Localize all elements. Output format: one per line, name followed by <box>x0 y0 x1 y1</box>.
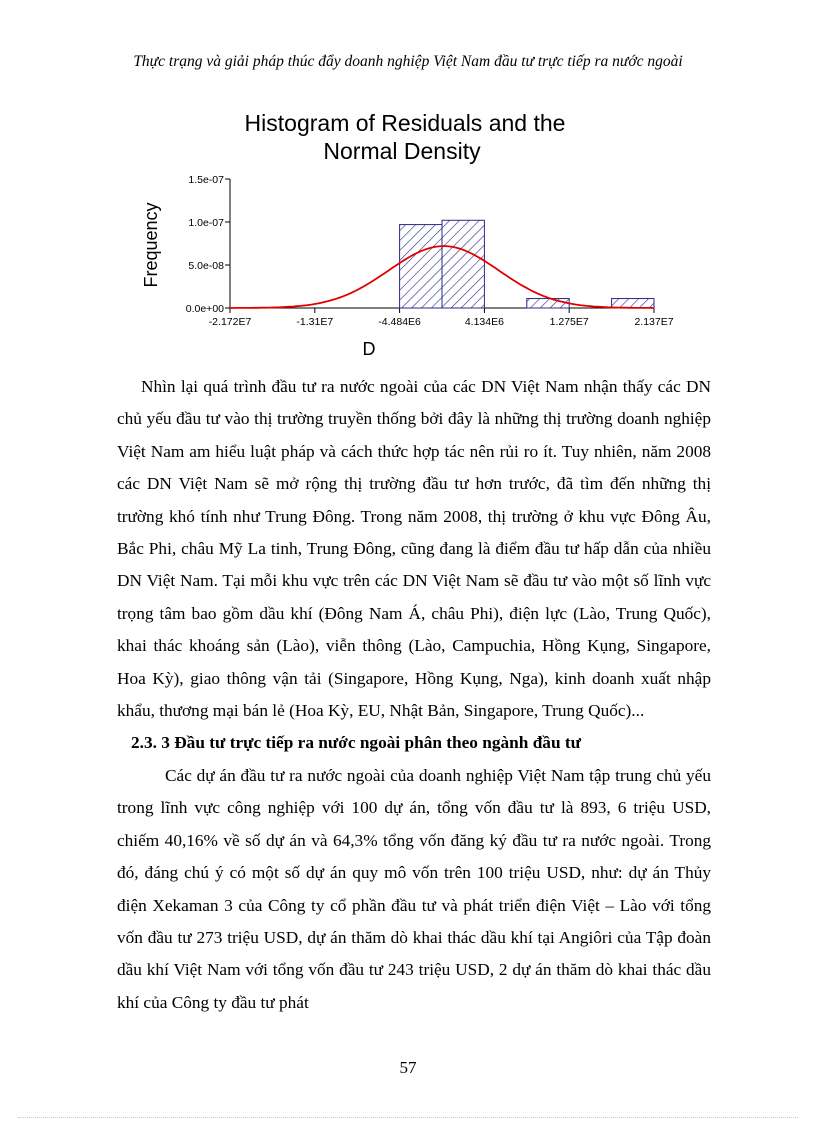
histogram-bar-4 <box>612 299 654 308</box>
page-bottom-rule <box>18 1117 798 1118</box>
y-tick-label-3: 1.5e-07 <box>188 174 224 186</box>
x-tick-label-1: -1.31E7 <box>296 316 334 328</box>
paragraph-industry-investment: Các dự án đầu tư ra nước ngoài của doanh nghiệp Việt Nam tập trung chủ yếu trong lĩnh vực công nghiệp với 100 dự án, tổng vốn đầu tư là 893, 6 triệu USD, chiếm 40,16% về số dự án và 64,3% tổng vốn đăng ký đầu tư ra nước ngoài. Trong đó, đáng chú ý có một số dự án quy mô vốn trên 100 triệu USD, như: dự án Thủy điện Xekaman 3 của Công ty cổ phần đầu tư và phát triển điện Việt – Lào với tổng vốn đầu tư 273 triệu USD, dự án thăm dò khai thác dầu khí tại Angiôri của Tập đoàn dầu khí Việt Nam với tổng vốn đầu tư 243 triệu USD, 2 dự án thăm dò khai thác dầu khí của Công ty đầu tư phát <box>117 765 711 1012</box>
y-tick-label-0: 0.0e+00 <box>185 303 224 315</box>
running-header: Thực trạng và giải pháp thúc đẩy doanh nghiệp Việt Nam đầu tư trực tiếp ra nước ngoài <box>133 53 683 70</box>
x-axis-label: D <box>362 339 376 359</box>
paragraph-market-overview: Nhìn lại quá trình đầu tư ra nước ngoài của các DN Việt Nam nhận thấy các DN chủ yếu đầu tư vào thị trường truyền thống bởi đây là những thị trường doanh nghiệp Việt Nam am hiểu luật pháp và cách thức hợp tác nên rủi ro ít. Tuy nhiên, năm 2008 các DN Việt Nam sẽ mở rộng thị trường đầu tư hơn trước, đã tìm đến những thị trường khó tính như Trung Đông. Trong năm 2008, thị trường ở khu vực Đông Âu, Bắc Phi, châu Mỹ La tinh, Trung Đông, cũng đang là điểm đầu tư hấp dẫn của nhiều DN Việt Nam. Tại mỗi khu vực trên các DN Việt Nam sẽ đầu tư vào một số lĩnh vực trọng tâm bao gồm dầu khí (Đông Nam Á, châu Phi), điện lực (Lào, Trung Quốc), khai thác khoáng sản (Lào), viễn thông (Lào, Campuchia, Hồng Kụng, Singapore, Hoa Kỳ), giao thông vận tải (Singapore, Hồng Kụng, Nga), kinh doanh xuất nhập khẩu, thương mại bán lẻ (Hoa Kỳ, EU, Nhật Bản, Singapore, Trung Quốc)... <box>117 377 711 721</box>
page-number: 57 <box>399 1058 417 1077</box>
body-text <box>117 371 711 1019</box>
residual-histogram-chart <box>130 104 680 359</box>
histogram-bar-1 <box>400 225 442 308</box>
section-heading-2-3-3: 2.3. 3 Đầu tư trực tiếp ra nước ngoài phân theo ngành đầu tư <box>131 733 582 753</box>
histogram-bar-3 <box>527 299 569 308</box>
y-axis-label: Frequency <box>141 202 161 288</box>
x-tick-label-2: -4.484E6 <box>378 316 421 328</box>
y-tick-label-1: 5.0e-08 <box>188 260 224 272</box>
x-tick-label-3: 4.134E6 <box>464 316 504 328</box>
histogram-bar-2 <box>442 220 484 308</box>
y-tick-label-2: 1.0e-07 <box>188 217 224 229</box>
x-tick-label-5: 2.137E7 <box>634 316 674 328</box>
chart-title-line-2: Normal Density <box>323 138 481 164</box>
x-tick-label-0: -2.172E7 <box>208 316 252 328</box>
chart-title-line-1: Histogram of Residuals and the <box>244 110 566 136</box>
x-tick-label-4: 1.275E7 <box>549 316 589 328</box>
